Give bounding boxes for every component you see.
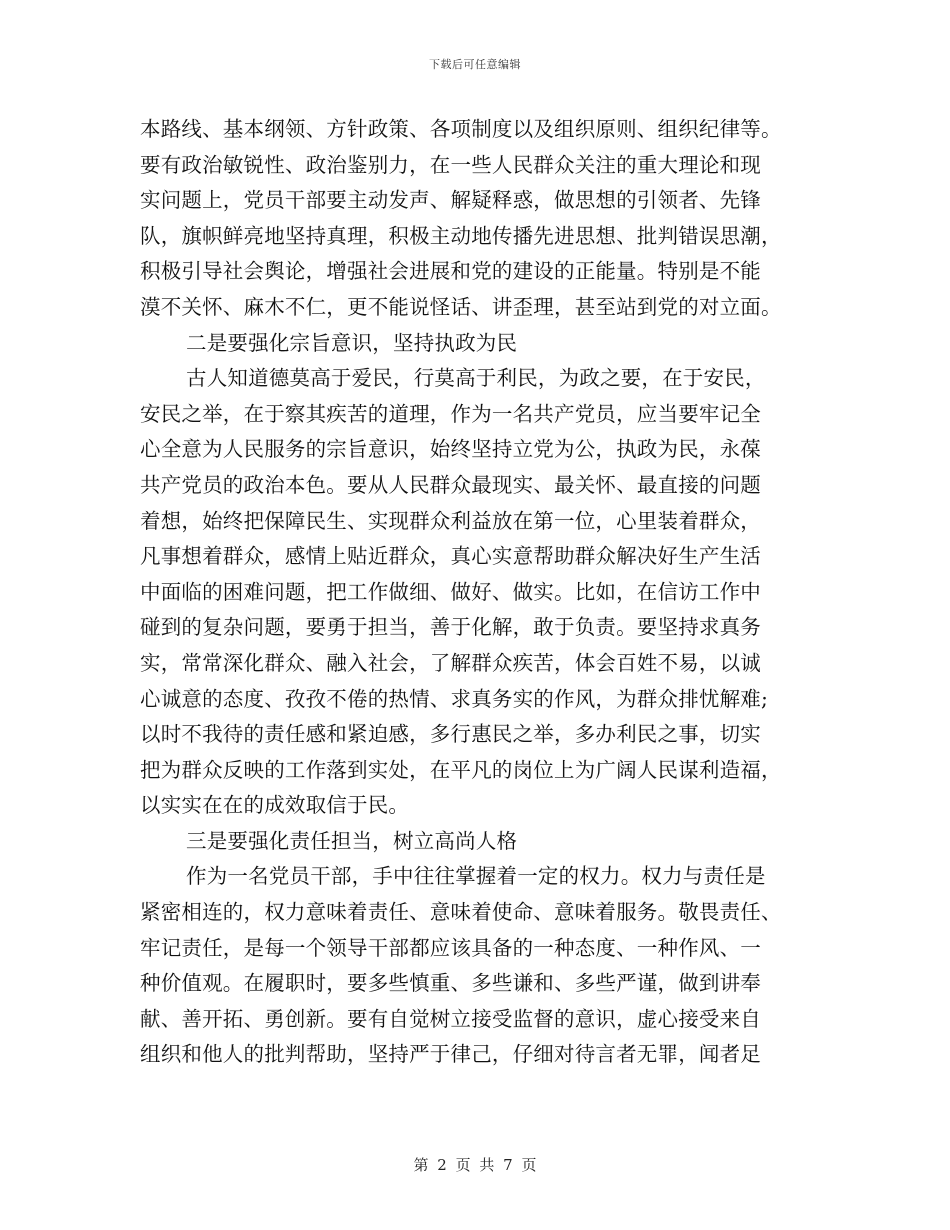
text-line: 要有政治敏锐性、政治鉴别力，在一些人民群众关注的重大理论和现 [140, 152, 761, 177]
text-line: 作为一名党员干部，手中往往掌握着一定的权力。权力与责任是 [186, 864, 766, 889]
page-footer: 第 2 页 共 7 页 [413, 1156, 537, 1174]
text-line: 凡事想着群众，感情上贴近群众，真心实意帮助群众解决好生产生活 [140, 544, 761, 569]
text-line: 献、善开拓、勇创新。要有自觉树立接受监督的意识，虚心接受来自 [140, 1006, 761, 1031]
text-line: 积极引导社会舆论，增强社会进展和党的建设的正能量。特别是不能 [140, 259, 761, 284]
text-line: 组织和他人的批判帮助，坚持严于律己，仔细对待言者无罪，闻者足 [140, 1042, 761, 1067]
document-body [140, 112, 815, 1073]
text-line: 牢记责任，是每一个领导干部都应该具备的一种态度、一种作风、一 [140, 935, 761, 960]
text-line: 心全意为人民服务的宗旨意识，始终坚持立党为公，执政为民，永葆 [140, 437, 761, 462]
text-line: 实，常常深化群众、融入社会，了解群众疾苦，体会百姓不易，以诚 [140, 650, 761, 675]
text-line: 碰到的复杂问题，要勇于担当，善于化解，敢于负责。要坚持求真务 [140, 615, 761, 640]
section-heading: 二是要强化宗旨意识，坚持执政为民 [186, 330, 518, 355]
text-line: 漠不关怀、麻木不仁，更不能说怪话、讲歪理，甚至站到党的对立面。 [140, 294, 782, 319]
text-line: 以时不我待的责任感和紧迫感，多行惠民之举，多办利民之事，切实 [140, 722, 761, 747]
text-line: 实问题上，党员干部要主动发声、解疑释惑，做思想的引领者、先锋 [140, 188, 761, 213]
text-line: 着想，始终把保障民生、实现群众利益放在第一位，心里装着群众， [140, 508, 761, 533]
text-line: 安民之举，在于察其疾苦的道理，作为一名共产党员，应当要牢记全 [140, 401, 761, 426]
text-line: 共产党员的政治本色。要从人民群众最现实、最关怀、最直接的问题 [140, 472, 761, 497]
text-line: 紧密相连的，权力意味着责任、意味着使命、意味着服务。敬畏责任、 [140, 900, 782, 925]
text-line: 古人知道德莫高于爱民，行莫高于利民，为政之要，在于安民， [186, 366, 766, 391]
text-line: 中面临的困难问题，把工作做细、做好、做实。比如，在信访工作中 [140, 579, 761, 604]
text-line: 把为群众反映的工作落到实处，在平凡的岗位上为广阔人民谋利造福， [140, 757, 782, 782]
text-line: 心诚意的态度、孜孜不倦的热情、求真务实的作风，为群众排忧解难; [140, 686, 769, 711]
text-line: 队，旗帜鲜亮地坚持真理，积极主动地传播先进思想、批判错误思潮， [140, 223, 782, 248]
text-line: 以实实在在的成效取信于民。 [140, 793, 410, 818]
section-heading: 三是要强化责任担当，树立高尚人格 [186, 828, 518, 853]
text-line: 本路线、基本纲领、方针政策、各项制度以及组织原则、组织纪律等。 [140, 117, 782, 141]
page-header: 下载后可任意编辑 [429, 58, 521, 71]
text-line: 种价值观。在履职时，要多些慎重、多些谦和、多些严谨，做到讲奉 [140, 971, 761, 996]
